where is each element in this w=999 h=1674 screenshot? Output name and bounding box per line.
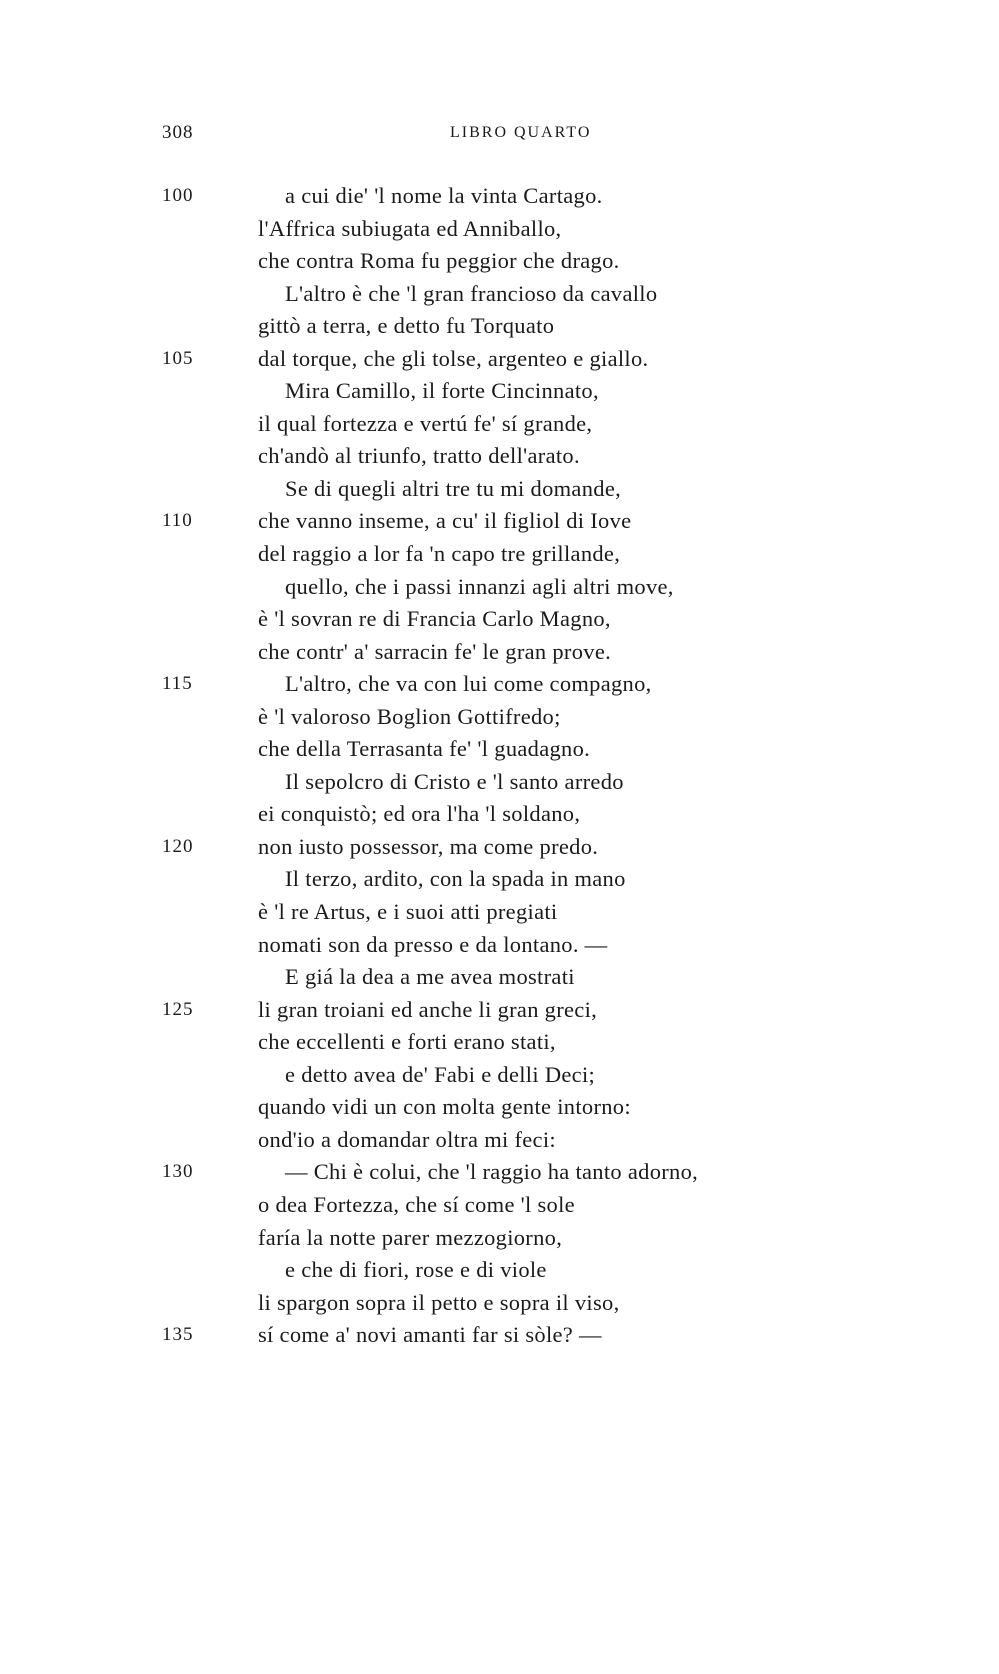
verse-line	[0, 831, 999, 864]
verse-text: gittò a terra, e detto fu Torquato	[258, 313, 555, 339]
verse-line	[0, 1222, 999, 1255]
verse-line	[0, 929, 999, 962]
line-number: 130	[162, 1161, 194, 1183]
verse-line	[0, 1287, 999, 1320]
verse-text: nomati son da presso e da lontano. —	[258, 931, 608, 957]
verse-line	[0, 1124, 999, 1157]
verse-text: e che di fiori, rose e di viole	[285, 1257, 547, 1283]
verse-text: ch'andò al triunfo, tratto dell'arato.	[258, 443, 580, 469]
verse-line	[0, 408, 999, 441]
verse-text: ond'io a domandar oltra mi feci:	[258, 1126, 556, 1152]
verse-text: li spargon sopra il petto e sopra il viso,	[258, 1289, 620, 1315]
verse-text: quando vidi un con molta gente intorno:	[258, 1094, 631, 1120]
verse-text: L'altro è che 'l gran francioso da cavallo	[285, 280, 658, 306]
verse-text: che della Terrasanta fe' 'l guadagno.	[258, 736, 591, 762]
verse-text: del raggio a lor fa 'n capo tre grillande,	[258, 541, 621, 567]
line-number: 125	[162, 998, 194, 1020]
verse-text: Il sepolcro di Cristo e 'l santo arredo	[285, 768, 624, 794]
verse-line	[0, 603, 999, 636]
verse-text: è 'l valoroso Boglion Gottifredo;	[258, 703, 561, 729]
verse-text: a cui die' 'l nome la vinta Cartago.	[285, 183, 603, 208]
verse-text: che vanno inseme, a cu' il figliol di Iove	[258, 508, 632, 534]
verse-text: Mira Camillo, il forte Cincinnato,	[285, 378, 599, 404]
verse-line	[0, 1156, 999, 1189]
verse-line	[0, 343, 999, 376]
verse-text: che eccellenti e forti erano stati,	[258, 1029, 556, 1055]
verse-text: li gran troiani ed anche li gran greci,	[258, 996, 598, 1022]
verse-text: — Chi è colui, che 'l raggio ha tanto adorno,	[285, 1159, 699, 1185]
line-number: 115	[162, 673, 193, 695]
verse-line	[0, 1026, 999, 1059]
verse-line	[0, 375, 999, 408]
verse-line	[0, 896, 999, 929]
verse-line	[0, 1254, 999, 1287]
verse-text: e detto avea de' Fabi e delli Deci;	[285, 1061, 596, 1087]
verse-block	[0, 180, 999, 1352]
verse-line	[0, 668, 999, 701]
verse-line	[0, 278, 999, 311]
verse-text: Il terzo, ardito, con la spada in mano	[285, 866, 626, 892]
verse-text: è 'l sovran re di Francia Carlo Magno,	[258, 606, 611, 632]
verse-line	[0, 798, 999, 831]
verse-text: che contra Roma fu peggior che drago.	[258, 248, 620, 274]
verse-text: o dea Fortezza, che sí come 'l sole	[258, 1191, 575, 1217]
verse-line	[0, 994, 999, 1027]
verse-line	[0, 1091, 999, 1124]
verse-line	[0, 310, 999, 343]
verse-line	[0, 701, 999, 734]
verse-line	[0, 1189, 999, 1222]
verse-line	[0, 1059, 999, 1092]
verse-text: E giá la dea a me avea mostrati	[285, 964, 575, 990]
line-number: 105	[162, 347, 194, 369]
verse-text: faría la notte parer mezzogiorno,	[258, 1224, 563, 1250]
page-header	[0, 122, 999, 152]
line-number: 135	[162, 1324, 194, 1346]
verse-text: Se di quegli altri tre tu mi domande,	[285, 475, 622, 501]
verse-text: che contr' a' sarracin fe' le gran prove.	[258, 638, 612, 664]
running-title: LIBRO QUARTO	[450, 124, 592, 141]
page-number: 308	[162, 122, 194, 143]
verse-line	[0, 961, 999, 994]
line-number: 110	[162, 510, 193, 532]
line-number: 120	[162, 835, 194, 857]
verse-line	[0, 766, 999, 799]
verse-text: ei conquistò; ed ora l'ha 'l soldano,	[258, 801, 581, 827]
verse-text: non iusto possessor, ma come predo.	[258, 833, 599, 859]
verse-text: quello, che i passi innanzi agli altri move,	[285, 573, 674, 599]
verse-line	[0, 863, 999, 896]
verse-text: l'Affrica subiugata ed Anniballo,	[258, 215, 562, 241]
verse-line	[0, 636, 999, 669]
verse-line	[0, 733, 999, 766]
verse-line	[0, 473, 999, 506]
verse-text: dal torque, che gli tolse, argenteo e giallo.	[258, 345, 649, 371]
verse-line	[0, 538, 999, 571]
verse-line	[0, 571, 999, 604]
verse-line	[0, 245, 999, 278]
verse-text: sí come a' novi amanti far si sòle? —	[258, 1322, 602, 1348]
verse-text: è 'l re Artus, e i suoi atti pregiati	[258, 899, 558, 925]
verse-line	[0, 180, 999, 213]
verse-text: il qual fortezza e vertú fe' sí grande,	[258, 410, 593, 436]
verse-line	[0, 213, 999, 246]
verse-text: L'altro, che va con lui come compagno,	[285, 671, 652, 697]
line-number: 100	[162, 185, 194, 206]
verse-line	[0, 505, 999, 538]
verse-line	[0, 440, 999, 473]
verse-line	[0, 1319, 999, 1352]
